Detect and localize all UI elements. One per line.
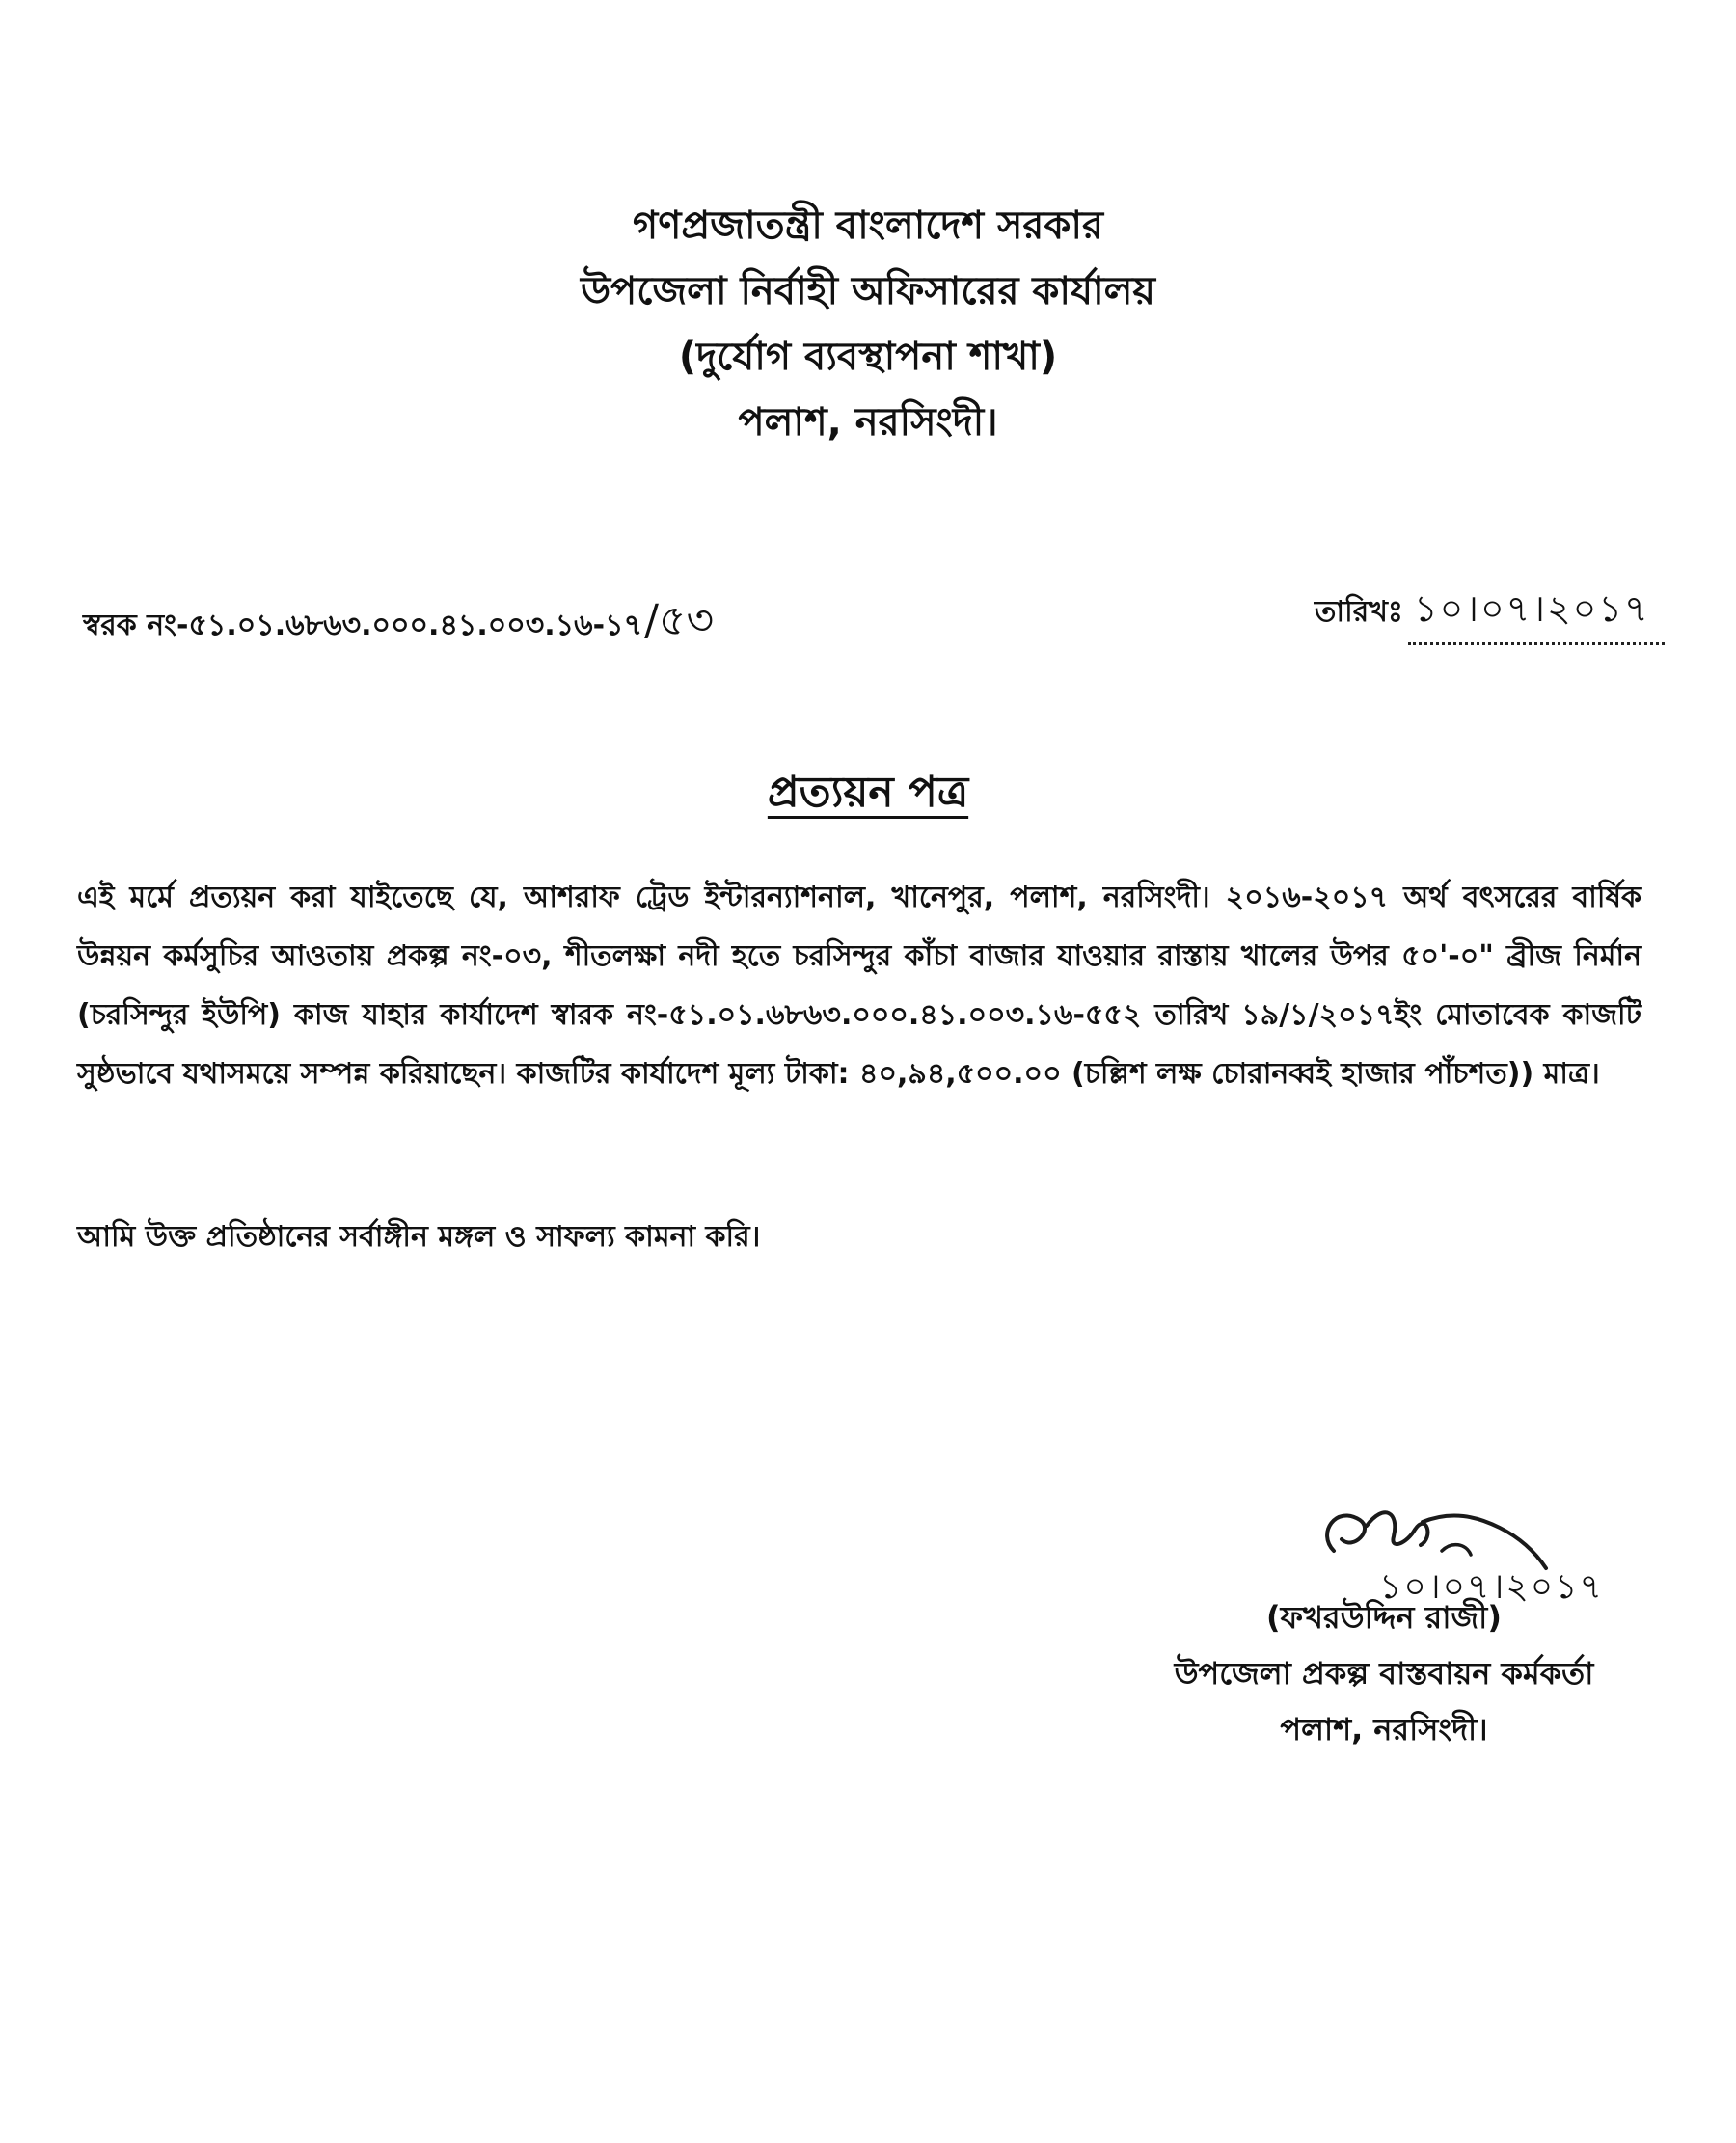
document-subject bbox=[0, 760, 1736, 830]
office-location: পলাশ, নরসিংদী। bbox=[738, 400, 998, 445]
memo-number-handwritten-suffix: /৫৩ bbox=[644, 596, 715, 645]
subject-title: প্রত্যয়ন পত্র bbox=[767, 768, 969, 817]
signatory-name: (ফখরউদ্দিন রাজী) bbox=[1266, 1599, 1502, 1636]
signatory-block bbox=[1143, 1589, 1625, 1757]
memo-number bbox=[83, 588, 714, 659]
certificate-body: এই মর্মে প্রত্যয়ন করা যাইতেছে যে, আশরাফ ট্রেড ইন্টারন্যাশনাল, খানেপুর, পলাশ, নরসিংদী। ২০১৬-২০১৭ অর্থ বৎসরের বার্ষিক উন্নয়ন কর্মসুচির আওতায় প্রকল্প নং-০৩, শীতলক্ষা নদী হতে চরসিন্দুর কাঁচা বাজার যাওয়ার রাস্তায় খালের উপর ৫০'-০" ব্রীজ নির্মান (চরসিন্দুর ইউপি) কাজ যাহার কার্যাদেশ স্বারক নং-৫১.০১.৬৮৬৩.০০০.৪১.০০৩.১৬-৫৫২ তারিখ ১৯/১/২০১৭ইং মোতাবেক কাজটি সুষ্ঠভাবে যথাসময়ে সম্পন্ন করিয়াছেন। কাজটির কার্যাদেশ মূল্য টাকা: ৪০,৯৪,৫০০.০০ (চল্লিশ লক্ষ চোরানব্বই হাজার পাঁচশত)) মাত্র। bbox=[77, 881, 1641, 1091]
signatory-designation: উপজেলা প্রকল্প বাস্তবায়ন কর্মকর্তা bbox=[1174, 1655, 1594, 1692]
branch-name: (দুর্যোগ ব্যবস্থাপনা শাখা) bbox=[678, 335, 1058, 379]
reference-row bbox=[83, 569, 1665, 656]
date-value: ১০।০৭।২০১৭ bbox=[1408, 581, 1665, 645]
signature-date: ১০।০৭।২০১৭ bbox=[1379, 1567, 1604, 1607]
letterhead bbox=[0, 193, 1736, 455]
memo-number-text: স্বরক নং-৫১.০১.৬৮৬৩.০০০.৪১.০০৩.১৬-১৭ bbox=[83, 609, 643, 642]
closing-wish: আমি উক্ত প্রতিষ্ঠানের সর্বাঙ্গীন মঙ্গল ও সাফল্য কামনা করি। bbox=[77, 1220, 761, 1254]
signatory-location: পলাশ, নরসিংদী। bbox=[1280, 1711, 1488, 1748]
office-name: উপজেলা নির্বাহী অফিসারের কার্যালয় bbox=[580, 269, 1155, 313]
issue-date bbox=[1315, 581, 1665, 645]
date-label: তারিখঃ bbox=[1314, 595, 1403, 629]
government-name: গণপ্রজাতন্ত্রী বাংলাদেশ সরকার bbox=[633, 203, 1103, 248]
